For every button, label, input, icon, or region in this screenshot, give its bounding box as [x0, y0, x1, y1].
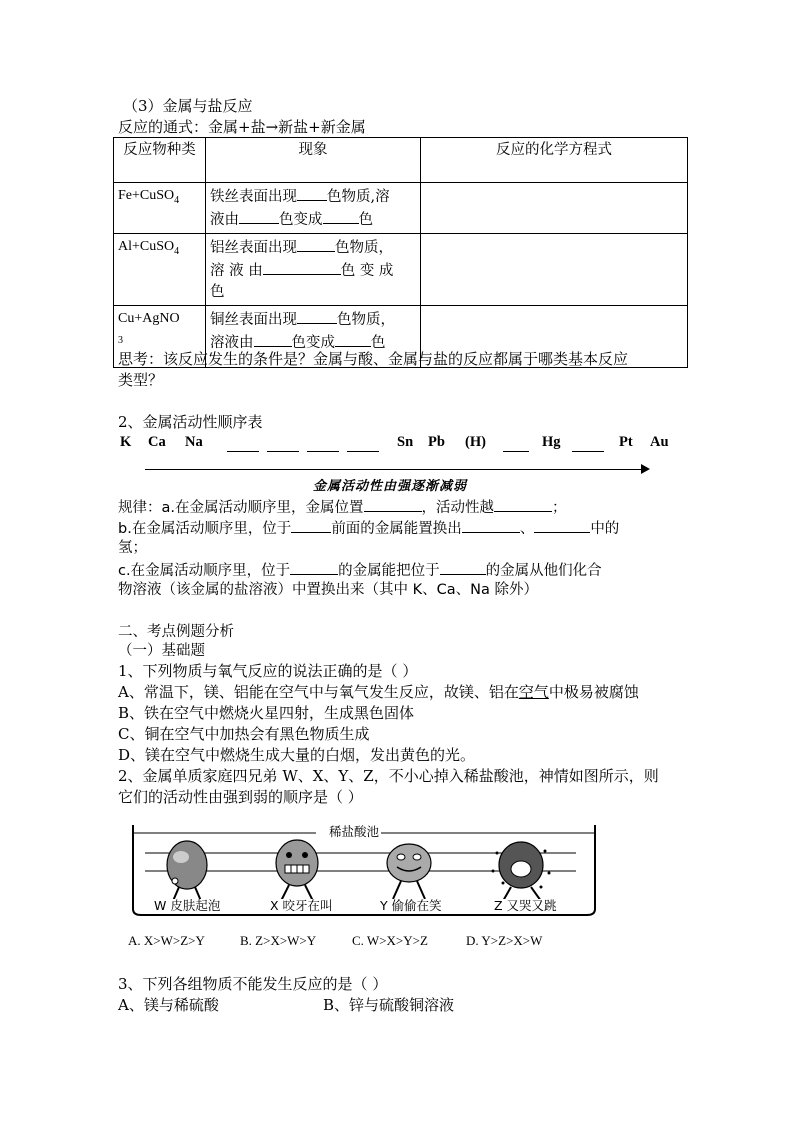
metal-symbol: Ca — [148, 434, 166, 450]
answer-blank[interactable] — [254, 331, 292, 347]
q3-option-b[interactable]: B、锌与硫酸铜溶液 — [323, 996, 455, 1014]
answer-blank[interactable] — [239, 208, 279, 224]
pool-label-x: X 咬牙在叫 — [270, 898, 333, 913]
reactant-cell: Cu+AgNO 3 — [114, 306, 206, 368]
answer-blank[interactable] — [440, 559, 486, 575]
phenomenon-cell: 铜丝表面出现 色物质， 溶液由 色变成 色 — [206, 306, 421, 368]
think-line-1: 思考：该反应发生的条件是？金属与酸、金属与盐的反应都属于哪类基本反应 — [118, 350, 629, 368]
metal-blank[interactable] — [572, 436, 604, 452]
metal-symbol: Au — [650, 434, 669, 450]
metal-symbol: K — [120, 434, 132, 450]
acid-pool-illustration — [131, 823, 597, 918]
answer-blank[interactable] — [297, 236, 335, 252]
arrow-caption: 金属活动性由强逐渐减弱 — [313, 479, 468, 494]
q1-option-c[interactable]: C、铜在空气中加热会有黑色物质生成 — [118, 725, 370, 743]
q2-option-c[interactable]: C. W>X>Y>Z — [352, 933, 428, 948]
header-equation: 反应的化学方程式 — [421, 138, 688, 183]
header-reactant: 反应物种类 — [114, 138, 206, 183]
question-2: 2、金属单质家庭四兄弟 W、X、Y、Z，不小心掉入稀盐酸池，神情如图所示，则 — [118, 767, 659, 785]
equation-cell[interactable] — [421, 234, 688, 306]
metal-blank[interactable] — [347, 436, 379, 452]
answer-blank[interactable] — [297, 185, 327, 201]
reactant-cell: Al+CuSO$_4$ — [114, 234, 206, 306]
arrow-head-icon — [641, 464, 650, 474]
question-2-cont: 它们的活动性由强到弱的顺序是（ ） — [118, 788, 363, 806]
q2-option-a[interactable]: A. X>W>Z>Y — [128, 933, 205, 948]
phenomenon-cell: 铝丝表面出现 色物质， 溶 液 由 色 变 成 色 — [206, 234, 421, 306]
q2-option-b[interactable]: B. Z>X>W>Y — [240, 933, 317, 948]
activity-series-heading: 2、金属活动性顺序表 — [118, 413, 263, 431]
answer-blank[interactable] — [290, 559, 338, 575]
reaction-table — [113, 137, 688, 368]
metal-blank[interactable] — [503, 436, 529, 452]
activity-arrow — [145, 469, 647, 470]
rule-b-cont: 氢； — [118, 540, 147, 556]
question-1: 1、下列物质与氧气反应的说法正确的是（ ） — [118, 662, 418, 680]
equation-cell[interactable] — [421, 183, 688, 234]
metal-blank[interactable] — [267, 436, 299, 452]
pool-label-z: Z 又哭又跳 — [494, 898, 557, 913]
answer-blank[interactable] — [364, 496, 422, 512]
answer-blank[interactable] — [291, 517, 331, 533]
y-character-icon — [387, 844, 431, 899]
metal-symbol: Pb — [428, 434, 445, 450]
think-line-2: 类型？ — [118, 371, 164, 389]
part2-subheading: （一）基础题 — [118, 643, 205, 659]
rule-b: b.在金属活动顺序里，位于 前面的金属能置换出 、 中的 — [118, 517, 619, 540]
metal-blank[interactable] — [227, 436, 259, 452]
pool-title: 稀盐酸池 — [329, 824, 380, 839]
answer-blank[interactable] — [297, 308, 337, 324]
q1-option-b[interactable]: B、铁在空气中燃烧火星四射，生成黑色固体 — [118, 704, 415, 722]
part2-heading: 二、考点例题分析 — [118, 624, 234, 640]
answer-blank[interactable] — [494, 496, 552, 512]
answer-blank[interactable] — [534, 517, 590, 533]
x-character-icon — [276, 840, 318, 901]
question-3: 3、下列各组物质不能发生反应的是（ ） — [118, 975, 388, 993]
w-character-icon — [167, 841, 207, 901]
answer-blank[interactable] — [323, 208, 359, 224]
answer-blank[interactable] — [263, 259, 341, 275]
metal-symbol: Na — [185, 434, 203, 450]
header-phenomenon: 现象 — [206, 138, 421, 183]
q2-option-d[interactable]: D. Y>Z>X>W — [466, 933, 543, 948]
rule-c-cont: 物溶液（该金属的盐溶液）中置换出来（其中 K、Ca、Na 除外） — [118, 582, 538, 598]
reactant-cell: Fe+CuSO$_4$ — [114, 183, 206, 234]
metal-blank[interactable] — [307, 436, 339, 452]
rule-a: 规律：a.在金属活动顺序里，金属位置 ，活动性越 ； — [118, 496, 567, 519]
rule-c: c.在金属活动顺序里，位于 的金属能把位于 的金属从他们化合 — [118, 559, 602, 582]
pool-label-y: Y 偷偷在笑 — [380, 898, 442, 913]
q3-option-a[interactable]: A、镁与稀硫酸 — [118, 996, 219, 1014]
q1-option-a[interactable]: A、常温下，镁、铝能在空气中与氧气发生反应，故镁、铝在空气中极易被腐蚀 — [118, 683, 639, 701]
z-character-icon — [492, 842, 551, 901]
metal-symbol: Pt — [619, 434, 633, 450]
table-row — [114, 234, 688, 306]
pool-label-w: W 皮肤起泡 — [154, 898, 221, 913]
metal-symbol: Sn — [397, 434, 414, 450]
table-row — [114, 183, 688, 234]
table-header-row — [114, 138, 688, 183]
phenomenon-cell: 铁丝表面出现 色物质,溶 液由 色变成 色 — [206, 183, 421, 234]
metal-symbol: Hg — [542, 434, 561, 450]
answer-blank[interactable] — [335, 331, 371, 347]
q1-option-d[interactable]: D、镁在空气中燃烧生成大量的白烟，发出黄色的光。 — [118, 746, 476, 764]
metal-symbol: (H) — [465, 434, 486, 450]
section-heading: （3）金属与盐反应 — [123, 97, 253, 115]
general-formula: 反应的通式：金属+盐→新盐+新金属 — [118, 118, 366, 136]
answer-blank[interactable] — [462, 517, 520, 533]
